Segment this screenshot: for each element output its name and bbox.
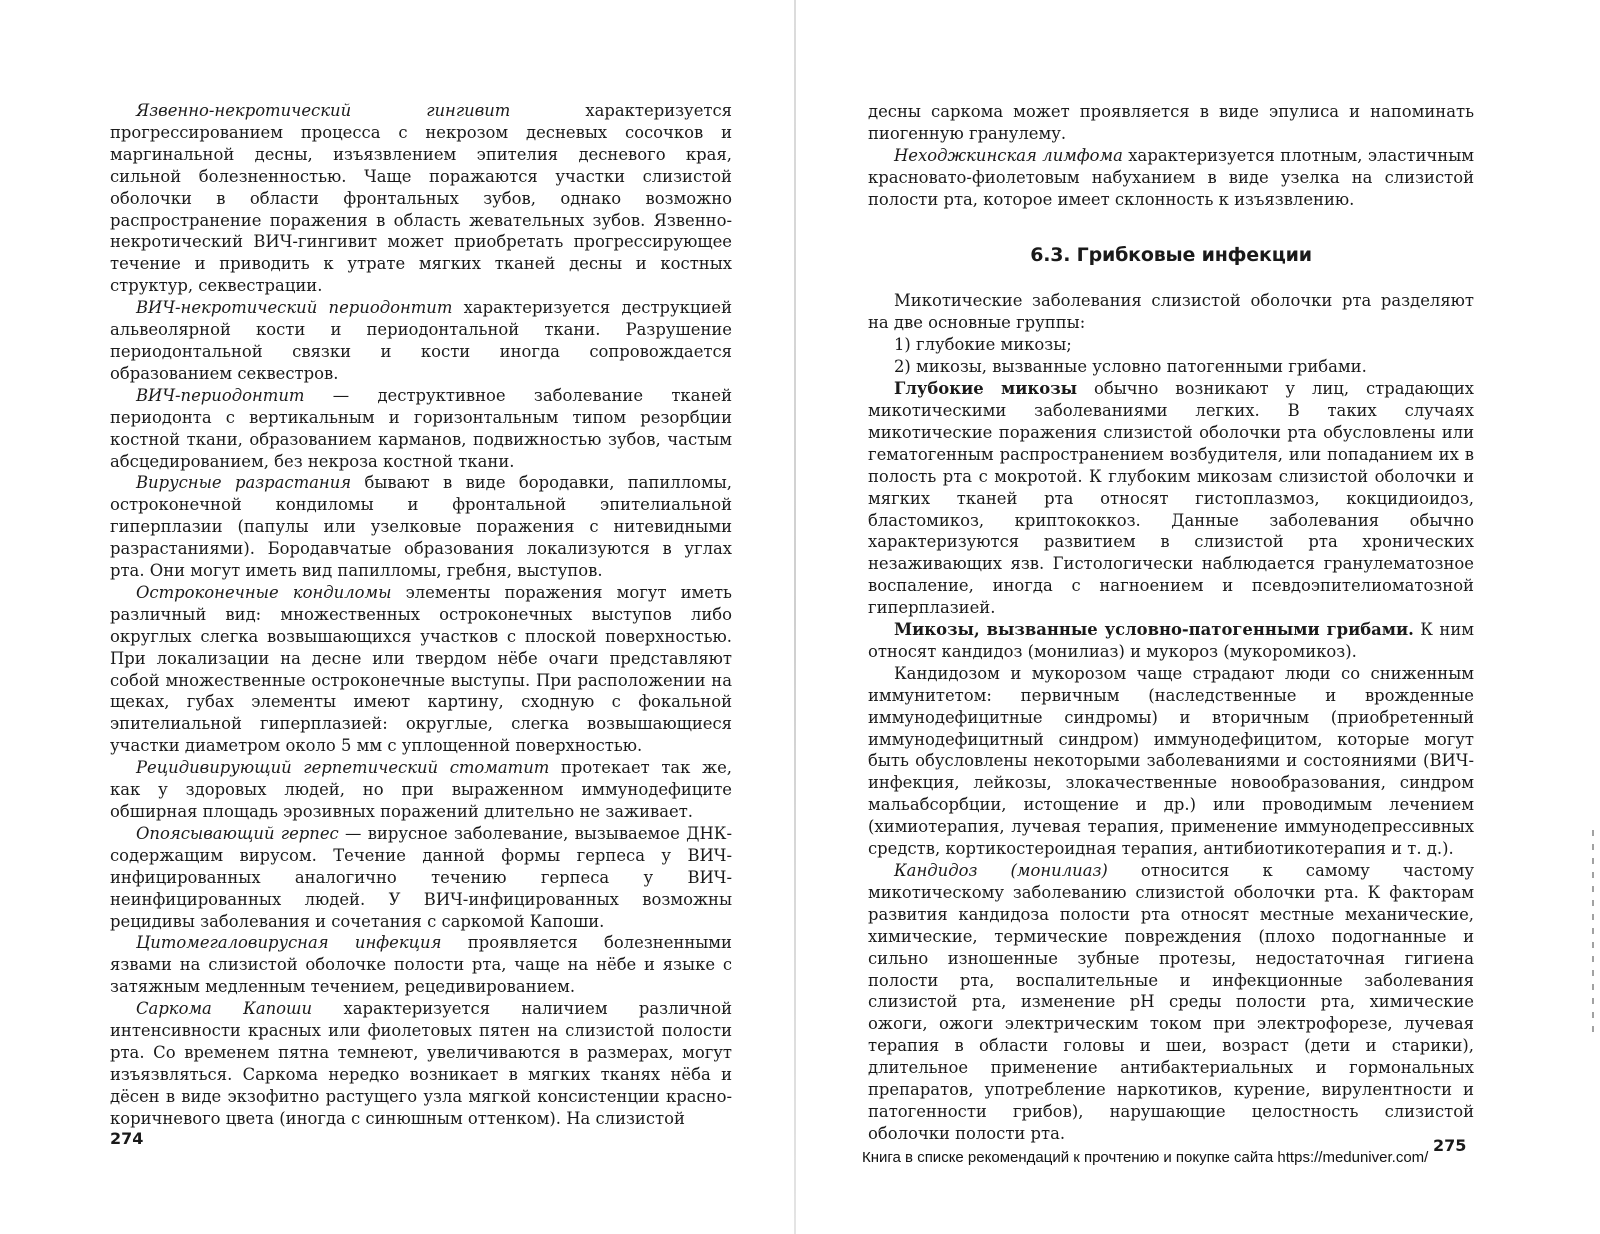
paragraph: Язвенно-некротический гингивит характеризуется прогрессированием процесса с некрозом десневых сосочков и маргинальной десны, изъязвлением эпителия десневого края, сильной болезненностью. Чаще поражаются участки слизистой оболочки в области фронтальных зубов, однако возможно распространение поражения в область жевательных зубов. Язвенно-некротический ВИЧ-гингивит может приобретать прогрессирующее течение и приводить к утрате мягких тканей десны и костных структур, секвестрации. [110,101,732,296]
term: Цитомегаловирусная инфекция [136,933,442,953]
paragraph: ВИЧ-некротический периодонтит характеризуется деструкцией альвеолярной кости и периодонтальной ткани. Разрушение периодонтальной связки и кости иногда сопровождается образованием секвестров. [110,298,732,383]
term: Вирусные разрастания [136,473,352,493]
paragraph: Цитомегаловирусная инфекция проявляется болезненными язвами на слизистой оболочке полости рта, чаще на нёбе и языке с затяжным медленным течением, рецедивированием. [110,933,732,997]
page-number-left: 274 [110,1129,144,1148]
page-number-right: 275 [1433,1136,1467,1155]
term: ВИЧ-некротический периодонтит [136,298,453,318]
paragraph: ВИЧ-периодонтит — деструктивное заболевание тканей периодонта с вертикальным и горизонтальным типом резорбции костной ткани, образованием карманов, подвижностью зубов, частым абсцедированием, без некроза костной ткани. [110,385,732,471]
paragraph: Глубокие микозы обычно возникают у лиц, страдающих микотическими заболеваниями легких. В таких случаях микотические поражения слизистой оболочки рта обусловлены или гематогенным распространением возбудителя, или попаданием их в полость рта с мокротой. К глубоким микозам слизистой оболочки и мягких тканей рта относят гистоплазмоз, кокцидиоидоз, бластомикоз, криптококкоз. Данные заболевания обычно характеризуются развитием в слизистой рта хронических незаживающих язв. Гистологически наблюдается гранулематозное воспаление, иногда с нагноением и псевдоэпителиоматозной гиперплазией. [868,379,1475,618]
term: Опоясывающий герпес [136,823,339,843]
list-item: 1) глубокие микозы; [894,335,1072,355]
paragraph: Микозы, вызванные условно-патогенными грибами. К ним относят кандидоз (монилиаз) и мукороз (мукоромикоз). [868,620,1474,661]
right-page-text [868,101,1474,1145]
term: Остроконечные кондиломы [136,582,392,602]
section-heading: 6.3. Грибковые инфекции [1030,243,1312,266]
page-gutter [794,0,796,1234]
bold-term: Глубокие микозы [894,379,1078,399]
right-page [868,0,1474,1145]
footer-note: Книга в списке рекомендаций к прочтению и покупке сайта https://meduniver.com/ [862,1149,1429,1166]
paragraph: Саркома Капоши характеризуется наличием различной интенсивности красных или фиолетовых пятен на слизистой полости рта. Со временем пятна темнеют, увеличиваются в размерах, могут изъязвляться. Саркома нередко возникает в мягких тканях нёба и дёсен в виде экзофитно растущего узла мягкой консистенции красно-коричневого цвета (иногда с синюшным оттенком). На слизистой [110,999,733,1128]
paragraph: Вирусные разрастания бывают в виде бородавки, папилломы, остроконечной кондиломы и фронтальной эпителиальной гиперплазии (папулы или узелковые поражения с нитевидными разрастаниями). Бородавчатые образования локализуются в углах рта. Они могут иметь вид папилломы, гребня, выступов. [110,473,732,581]
left-page-text [110,100,732,1130]
list-item: 2) микозы, вызванные условно патогенными грибами. [894,357,1367,377]
paragraph: Опоясывающий герпес — вирусное заболевание, вызываемое ДНК-содержащим вирусом. Течение данной формы герпеса у ВИЧ-инфицированных аналогично течению герпеса у ВИЧ- неинфицированных людей. У ВИЧ-инфицированных возможны рецидивы заболевания и сочетания с саркомой Капоши. [110,823,732,931]
term: Саркома Капоши [136,999,313,1019]
left-page [110,0,732,1130]
paragraph: Кандидозом и мукорозом чаще страдают люди со сниженным иммунитетом: первичным (наследственные и врожденные иммунодефицитные синдромы) и вторичным (приобретенный иммунодефицитный синдром) иммунодефицитом, которые могут быть обусловлены некоторыми заболеваниями и состояниями (ВИЧ-инфекция, лейкозы, злокачественные новообразования, синдром мальабсорбции, истощение и др.) или проводимым лечением (химиотерапия, лучевая терапия, применение иммунодепрессивных средств, кортикостероидная терапия, антибиотикотерапия и т. д.). [868,663,1474,859]
paragraph: Остроконечные кондиломы элементы поражения могут иметь различный вид: множественных остроконечных выступов либо округлых слегка возвышающихся участков с плоской поверхностью. При локализации на десне или твердом нёбе очаги представляют собой множественные остроконечные выступы. При расположении на щеках, губах элементы имеют картину, сходную с фокальной эпителиальной гиперплазией: округлые, слегка возвышающиеся участки диаметром около 5 мм с уплощенной поверхностью. [110,582,732,756]
page-edge-marks [1592,830,1594,1040]
continuation-paragraph: десны саркома может проявляется в виде эпулиса и напоминать пиогенную гранулему. [868,102,1474,143]
term: Рецидивирующий герпетический стоматит [136,758,550,778]
term: Язвенно-некротический гингивит [136,101,511,120]
paragraph: Рецидивирующий герпетический стоматит протекает так же, как у здоровых людей, но при выраженном иммунодефиците обширная площадь эрозивных поражений длительно не заживает. [110,758,733,821]
bold-term: Микозы, вызванные условно-патогенными грибами. [894,620,1414,640]
term: Кандидоз (монилиаз) [894,861,1108,880]
paragraph: Неходжкинская лимфома характеризуется плотным, эластичным красновато-фиолетовым набуханием в виде узелка на слизистой полости рта, которое имеет склонность к изъязвлению. [868,145,1474,209]
paragraph: Микотические заболевания слизистой оболочки рта разделяют на две основные группы: [868,291,1474,333]
term: ВИЧ-периодонтит [136,385,305,405]
paragraph: Кандидоз (монилиаз) относится к самому частому микотическому заболеванию слизистой оболочки рта. К факторам развития кандидоза полости рта относят местные механические, химические, термические повреждения (плохо подогнанные и сильно изношенные зубные протезы, недостаточная гигиена полости рта, воспалительные и инфекционные заболевания слизистой рта, изменение pH среды полости рта, химические ожоги, ожоги электрическим током при электрофорезе, лучевая терапия в области головы и шеи, возраст (дети и старики), длительное применение антибактериальных и гормональных препаратов, употребление наркотиков, курение, вирулентности и патогенности грибов), нарушающие целостность слизистой оболочки полости рта. [868,861,1474,1143]
term: Неходжкинская лимфома [894,145,1123,165]
